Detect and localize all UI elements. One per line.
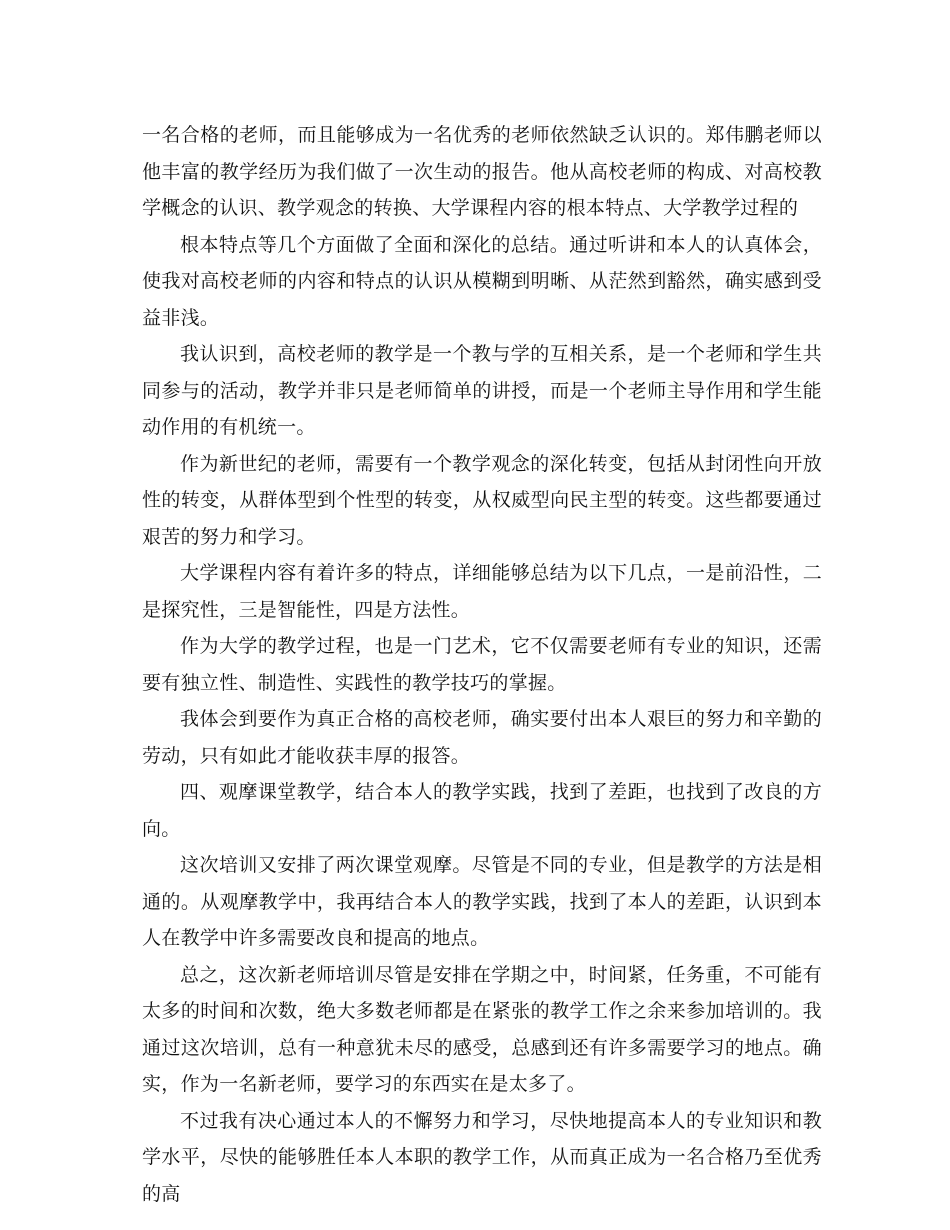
paragraph: 这次培训又安排了两次课堂观摩。尽管是不同的专业，但是教学的方法是相通的。从观摩教学中，我再结合本人的教学实践，找到了本人的差距，认识到本人在教学中许多需要改良和提高的地点。 [142,854,822,949]
paragraph: 一名合格的老师，而且能够成为一名优秀的老师依然缺乏认识的。郑伟鹏老师以他丰富的教学经历为我们做了一次生动的报告。他从高校老师的构成、对高校教学概念的认识、教学观念的转换、大学课程内容的根本特点、大学教学过程的 [142,124,822,219]
paragraph: 我体会到要作为真正合格的高校老师，确实要付出本人艰巨的努力和辛勤的劳动，只有如此才能收获丰厚的报答。 [142,708,822,767]
paragraph: 作为大学的教学过程，也是一门艺术，它不仅需要老师有专业的知识，还需要有独立性、制造性、实践性的教学技巧的掌握。 [142,635,822,694]
section-heading-paragraph: 四、观摩课堂教学，结合本人的教学实践，找到了差距，也找到了改良的方向。 [142,781,822,840]
paragraph: 不过我有决心通过本人的不懈努力和学习，尽快地提高本人的专业知识和教学水平，尽快的能够胜任本人本职的教学工作，从而真正成为一名合格乃至优秀的高 [142,1109,822,1205]
document-body [142,117,822,1212]
paragraph: 总之，这次新老师培训尽管是安排在学期之中，时间紧，任务重，不可能有太多的时间和次数，绝大多数老师都是在紧张的教学工作之余来参加培训的。我通过这次培训，总有一种意犹未尽的感受，总感到还有许多需要学习的地点。确实，作为一名新老师，要学习的东西实在是太多了。 [142,963,822,1095]
paragraph: 根本特点等几个方面做了全面和深化的总结。通过听讲和本人的认真体会，使我对高校老师的内容和特点的认识从模糊到明晰、从茫然到豁然，确实感到受益非浅。 [142,233,822,329]
paragraph: 作为新世纪的老师，需要有一个教学观念的深化转变，包括从封闭性向开放性的转变，从群体型到个性型的转变，从权威型向民主型的转变。这些都要通过艰苦的努力和学习。 [142,452,822,548]
paragraph: 我认识到，高校老师的教学是一个教与学的互相关系，是一个老师和学生共同参与的活动，教学并非只是老师简单的讲授，而是一个老师主导作用和学生能动作用的有机统一。 [142,343,822,438]
paragraph: 大学课程内容有着许多的特点，详细能够总结为以下几点，一是前沿性，二是探究性，三是智能性，四是方法性。 [142,562,822,621]
